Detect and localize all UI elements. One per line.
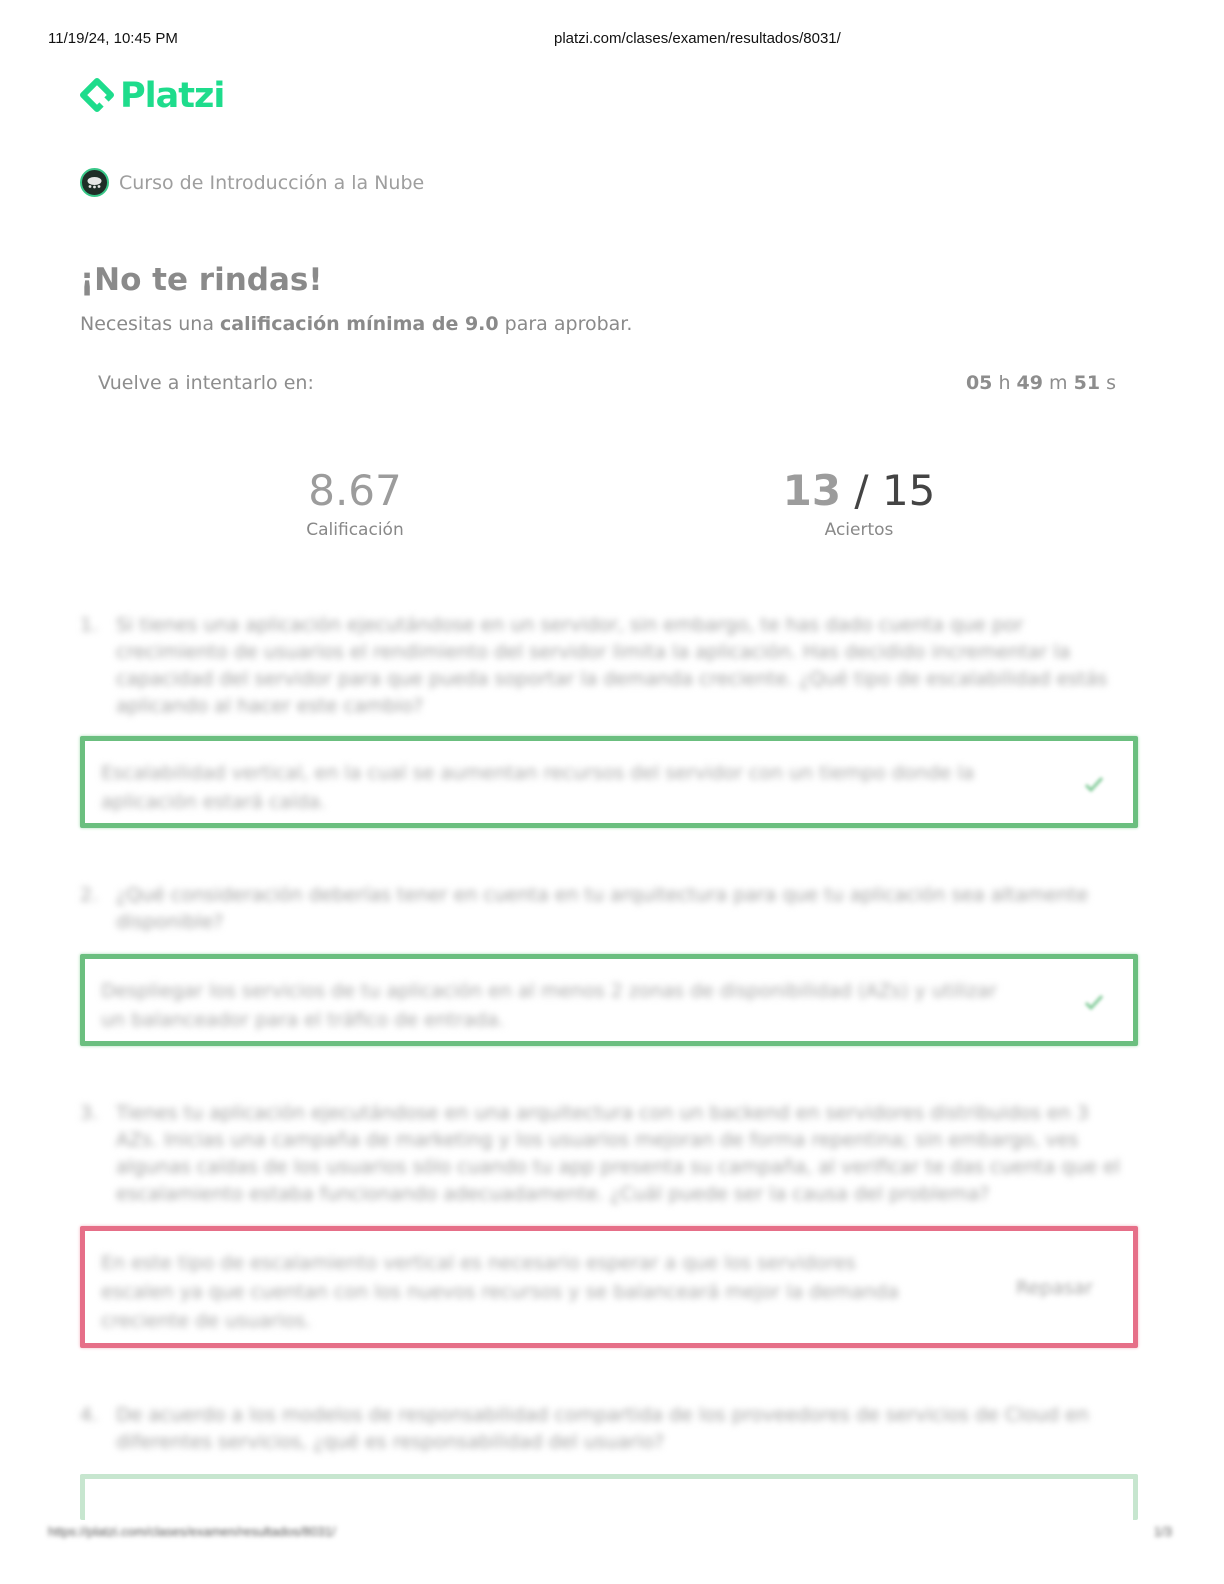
question-1 [80, 612, 1136, 722]
question-4 [80, 1402, 1136, 1458]
footer-url: https://platzi.com/clases/examen/resultados/8031/ [48, 1524, 336, 1539]
platzi-logo-icon [78, 76, 116, 116]
answer-2-correct[interactable] [80, 954, 1138, 1046]
question-2 [80, 882, 1136, 938]
requirement-text [80, 313, 632, 335]
question-text: De acuerdo a los modelos de responsabilidad compartida de los proveedores de servicios de Cloud en diferentes servicios, ¿qué es responsabilidad del usuario? [116, 1404, 1089, 1453]
hits-count: 13 [782, 466, 842, 515]
brand-name: Platzi [120, 76, 225, 116]
hits-score [729, 466, 989, 540]
question-text: Tienes tu aplicación ejecutándose en una arquitectura con un backend en servidores distribuidos en 3 AZs. Inicias una campaña de marketing y los usuarios mejoran de forma repentina; sin embargo, ves algunas caídas de los usuarios sólo cuando tu app presenta su campaña, al verificar te das cuenta que el escalamiento estaba funcionando adecuadamente. ¿Cuál puede ser la causa del problema? [116, 1102, 1121, 1205]
cloud-course-icon [80, 168, 109, 197]
course-name: Curso de Introducción a la Nube [119, 171, 425, 194]
answer-3-wrong[interactable] [80, 1226, 1138, 1348]
answer-4[interactable] [80, 1474, 1138, 1520]
question-number: 1. [80, 614, 99, 636]
answer-1-correct[interactable] [80, 736, 1138, 828]
course-link[interactable] [80, 168, 424, 197]
print-header [48, 30, 1178, 50]
retry-timer [966, 372, 1116, 394]
answer-text: En este tipo de escalamiento vertical es necesario esperar a que los servidores escalen ya que cuentan con los nuevos recursos y se balanceará mejor la demanda creciente de usuarios. [101, 1252, 899, 1332]
hits-separator: / [854, 466, 869, 515]
result-headline: ¡No te rindas! [80, 262, 323, 298]
timer-hours: 05 [965, 372, 993, 394]
print-footer [48, 1524, 1178, 1544]
grade-score [225, 466, 485, 540]
timer-hours-unit: h [998, 372, 1011, 394]
timer-minutes: 49 [1016, 372, 1043, 394]
review-link[interactable]: Repasar [1015, 1277, 1093, 1299]
print-datetime: 11/19/24, 10:45 PM [48, 30, 178, 47]
question-number: 4. [80, 1404, 99, 1426]
question-number: 2. [80, 884, 99, 906]
question-text: ¿Qué consideración deberías tener en cuenta en tu arquitectura para que tu aplicación sea altamente disponible? [116, 884, 1089, 933]
timer-seconds-unit: s [1106, 372, 1116, 394]
question-text: Si tienes una aplicación ejecutándose en un servidor, sin embargo, te has dado cuenta que por crecimiento de usuarios el rendimiento del servidor limita la aplicación. Has decidido incrementar la capacidad del servidor para que pueda soportar la demanda creciente. ¿Qué tipo de escalabilidad estás aplicando al hacer este cambio? [116, 614, 1108, 717]
grade-value: 8.67 [308, 466, 402, 515]
print-url: platzi.com/clases/examen/resultados/8031/ [554, 30, 841, 47]
requirement-suffix: para aprobar. [504, 313, 633, 335]
requirement-prefix: Necesitas una [80, 313, 214, 335]
question-3 [80, 1100, 1136, 1210]
check-icon [1083, 993, 1105, 1011]
timer-minutes-unit: m [1049, 372, 1068, 394]
footer-page-number: 1/3 [1153, 1524, 1172, 1539]
hits-total: 15 [881, 466, 936, 515]
question-number: 3. [80, 1102, 99, 1124]
retry-label: Vuelve a intentarlo en: [98, 372, 314, 394]
answer-text: Despliegar los servicios de tu aplicación en al menos 2 zonas de disponibilidad (AZs) y utilizar un balanceador para el tráfico de entrada. [101, 980, 997, 1031]
hits-value [729, 466, 989, 516]
platzi-logo[interactable] [78, 76, 224, 116]
hits-label: Aciertos [824, 520, 894, 540]
timer-seconds: 51 [1073, 372, 1101, 394]
answer-text: Escalabilidad vertical, en la cual se aumentan recursos del servidor con un tiempo donde la aplicación estará caída. [101, 762, 975, 813]
grade-label: Calificación [306, 520, 404, 540]
requirement-min-grade: calificación mínima de 9.0 [220, 313, 499, 335]
check-icon [1083, 775, 1105, 793]
